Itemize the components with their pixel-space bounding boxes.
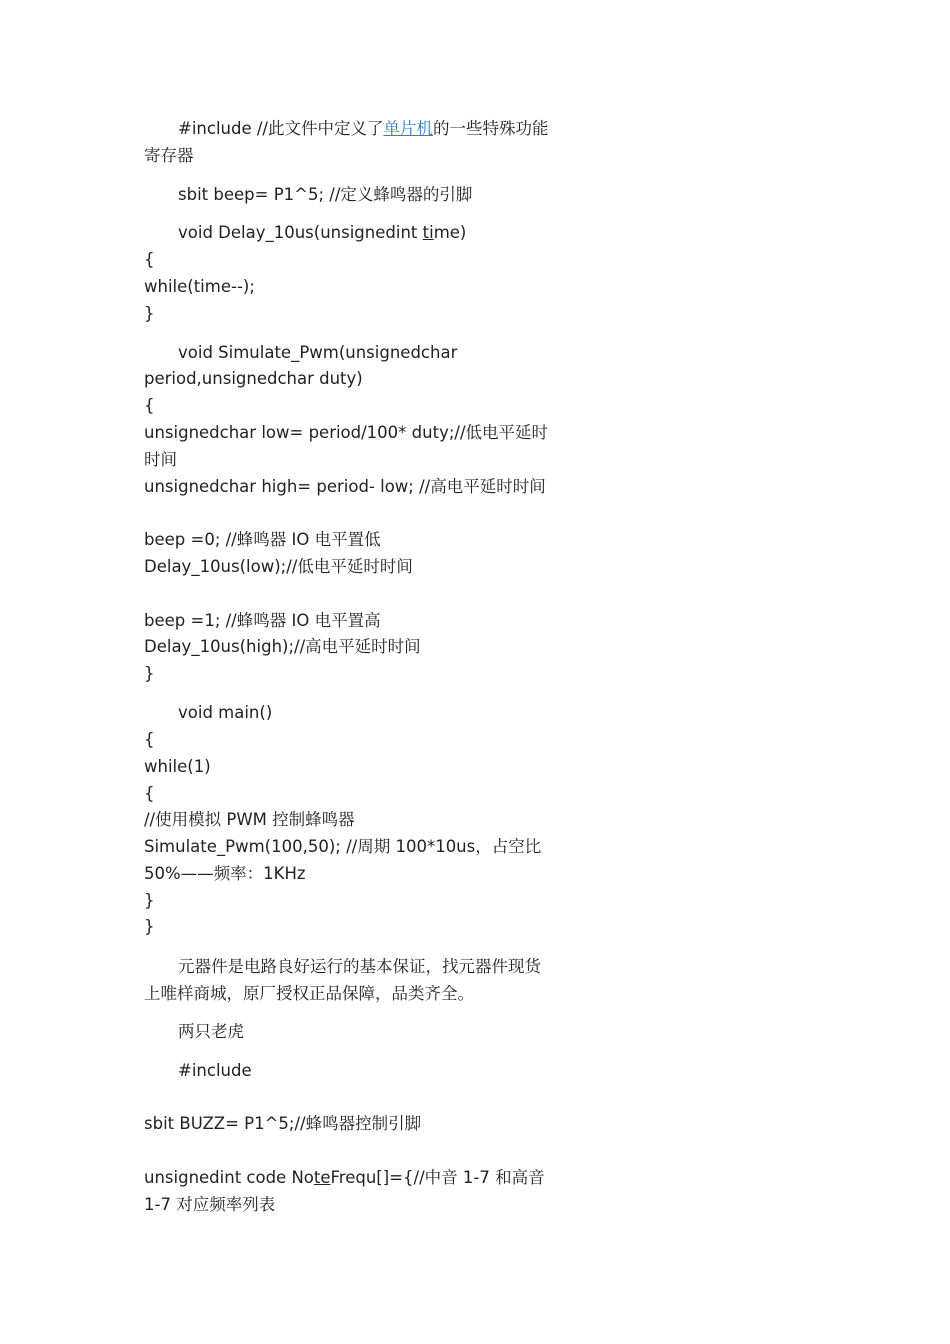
note-freq-line (144, 1164, 545, 1191)
song-title: 两只老虎 (178, 1022, 244, 1041)
underlined-fragment: te (313, 1168, 331, 1187)
pwm-beep-low-line: beep =0; //蜂鸣器 IO 电平置低 (144, 530, 381, 549)
delay-signature-tail: me) (433, 223, 467, 242)
pwm-delay-high-line: Delay_10us(high);//高电平延时时间 (144, 637, 421, 656)
code-brace-close: } (144, 917, 155, 936)
sbit-buzz-line: sbit BUZZ= P1^5;//蜂鸣器控制引脚 (144, 1114, 422, 1133)
code-brace-open: { (144, 784, 155, 803)
note-freq-tail: Frequ[]={//中音 1-7 和高音 (330, 1168, 545, 1187)
code-brace-close: } (144, 891, 155, 910)
pwm-low-continuation: 时间 (144, 450, 177, 469)
code-brace-close: } (144, 664, 155, 683)
main-while-line: while(1) (144, 757, 211, 776)
code-brace-close: } (144, 304, 155, 323)
main-call-continuation: 50%——频率：1KHz (144, 864, 306, 883)
pwm-signature-continuation: period,unsignedchar duty) (144, 369, 363, 388)
ad-paragraph-line: 元器件是电路良好运行的基本保证，找元器件现货 (178, 957, 541, 976)
delay-signature-line (178, 219, 466, 246)
include-comment-continuation: 寄存器 (144, 146, 194, 165)
pwm-beep-high-line: beep =1; //蜂鸣器 IO 电平置高 (144, 611, 381, 630)
main-comment-line: //使用模拟 PWM 控制蜂鸣器 (144, 810, 355, 829)
pwm-low-line: unsignedchar low= period/100* duty;//低电平延时 (144, 423, 549, 442)
code-brace-open: { (144, 730, 155, 749)
mcu-link[interactable]: 单片机 (383, 119, 433, 138)
delay-signature-text: void Delay_10us(unsignedint (178, 223, 423, 242)
pwm-signature-line: void Simulate_Pwm(unsignedchar (178, 343, 458, 362)
include-line-2: #include (178, 1061, 252, 1080)
include-text: #include //此文件中定义了 (178, 119, 384, 138)
delay-while-line: while(time--); (144, 277, 255, 296)
ad-paragraph-continuation: 上唯样商城，原厂授权正品保障，品类齐全。 (144, 984, 474, 1003)
pwm-high-line: unsignedchar high= period- low; //高电平延时时间 (144, 477, 546, 496)
sbit-beep-line: sbit beep= P1^5; //定义蜂鸣器的引脚 (178, 185, 473, 204)
main-signature-line: void main() (178, 703, 273, 722)
note-freq-continuation: 1-7 对应频率列表 (144, 1195, 276, 1214)
include-text-tail: 的一些特殊功能 (432, 119, 549, 138)
underlined-fragment: ti (422, 223, 434, 242)
note-freq-text: unsignedint code No (144, 1168, 314, 1187)
include-comment-line (178, 115, 548, 142)
main-call-line: Simulate_Pwm(100,50); //周期 100*10us，占空比 (144, 837, 542, 856)
pwm-delay-low-line: Delay_10us(low);//低电平延时时间 (144, 557, 413, 576)
code-brace-open: { (144, 396, 155, 415)
code-brace-open: { (144, 250, 155, 269)
